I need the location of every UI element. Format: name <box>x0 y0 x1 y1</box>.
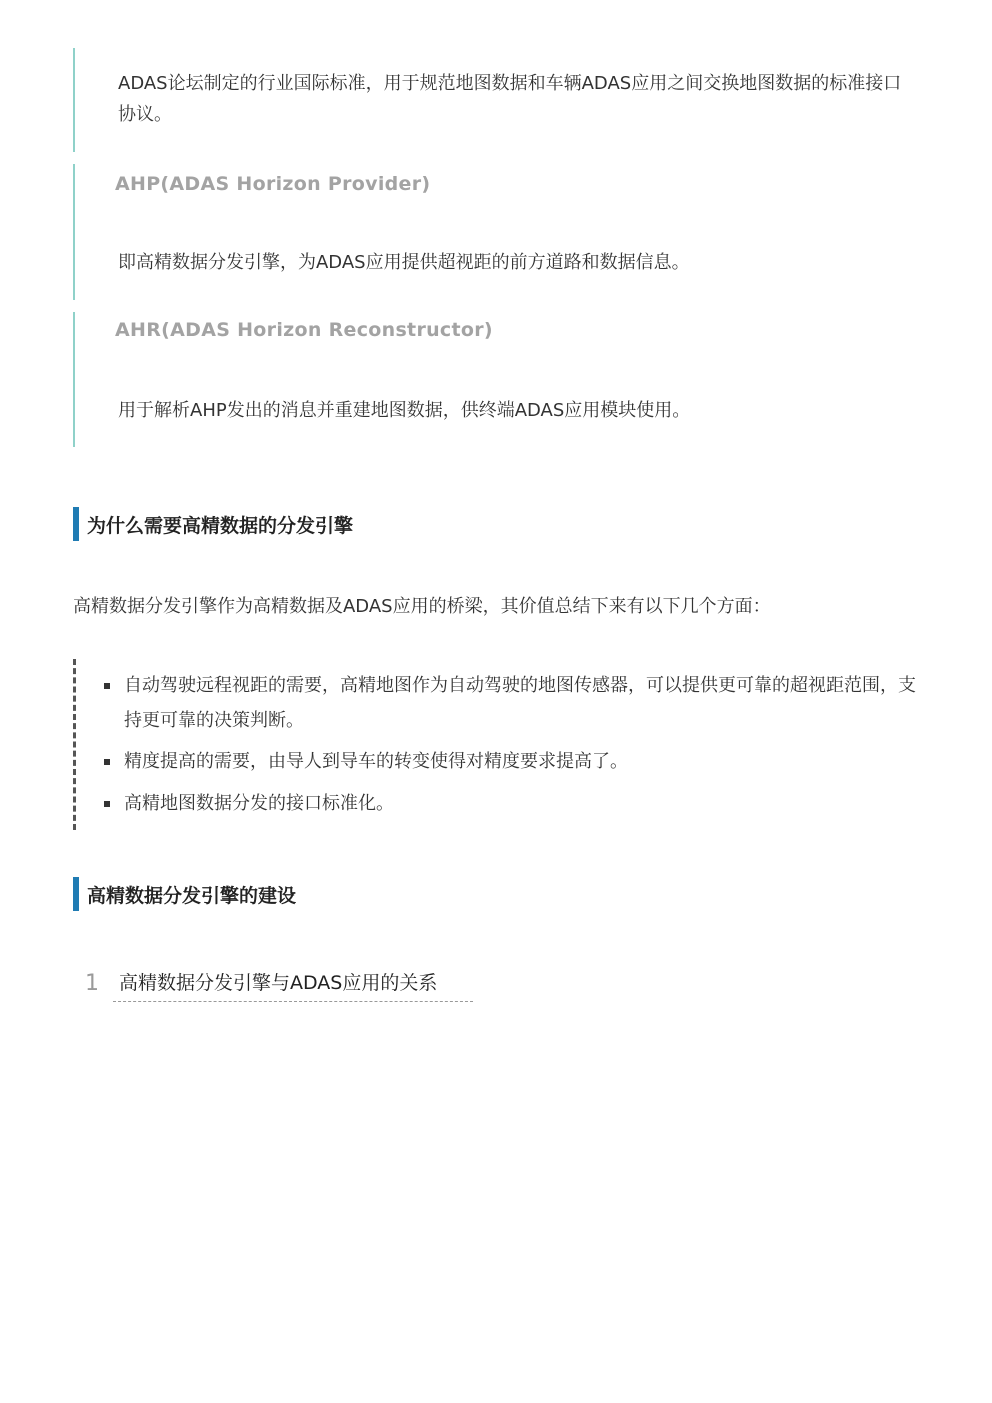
heading-text: 为什么需要高精数据的分发引擎 <box>87 514 354 537</box>
definition-block-ahr <box>73 312 915 447</box>
toc-item-label[interactable]: 高精数据分发引擎与ADAS应用的关系 <box>119 972 438 994</box>
definition-block-adasis <box>73 48 915 152</box>
intro-paragraph: 高精数据分发引擎作为高精数据及ADAS应用的桥梁，其价值总结下来有以下几个方面： <box>73 596 771 617</box>
heading-text: 高精数据分发引擎的建设 <box>87 884 297 907</box>
section-heading-construction <box>73 877 296 911</box>
list-item-text: 精度提高的需要，由导人到导车的转变使得对精度要求提高了。 <box>124 751 628 772</box>
definition-text: ADAS论坛制定的行业国际标准，用于规范地图数据和车辆ADAS应用之间交换地图数据的标准接口协议。 <box>118 73 902 125</box>
definition-block-ahp <box>73 164 915 300</box>
bullet-square-icon <box>104 683 110 689</box>
toc-underline-divider <box>113 1001 473 1002</box>
list-item-text: 自动驾驶远程视距的需要，高精地图作为自动驾驶的地图传感器，可以提供更可靠的超视距范围，支持更可靠的决策判断。 <box>124 675 916 731</box>
definition-text: 即高精数据分发引擎，为ADAS应用提供超视距的前方道路和数据信息。 <box>118 252 690 273</box>
toc-item-number: 1 <box>85 971 99 996</box>
definition-title: AHR(ADAS Horizon Reconstructor) <box>115 319 493 341</box>
definition-title: AHP(ADAS Horizon Provider) <box>115 173 431 195</box>
heading-accent-bar <box>73 877 79 911</box>
list-item-text: 高精地图数据分发的接口标准化。 <box>124 793 394 814</box>
section-heading-why <box>73 507 353 541</box>
bullet-list <box>73 659 921 830</box>
bullet-square-icon <box>104 759 110 765</box>
heading-accent-bar <box>73 507 79 541</box>
definition-text: 用于解析AHP发出的消息并重建地图数据，供终端ADAS应用模块使用。 <box>118 400 691 421</box>
bullet-square-icon <box>104 801 110 807</box>
